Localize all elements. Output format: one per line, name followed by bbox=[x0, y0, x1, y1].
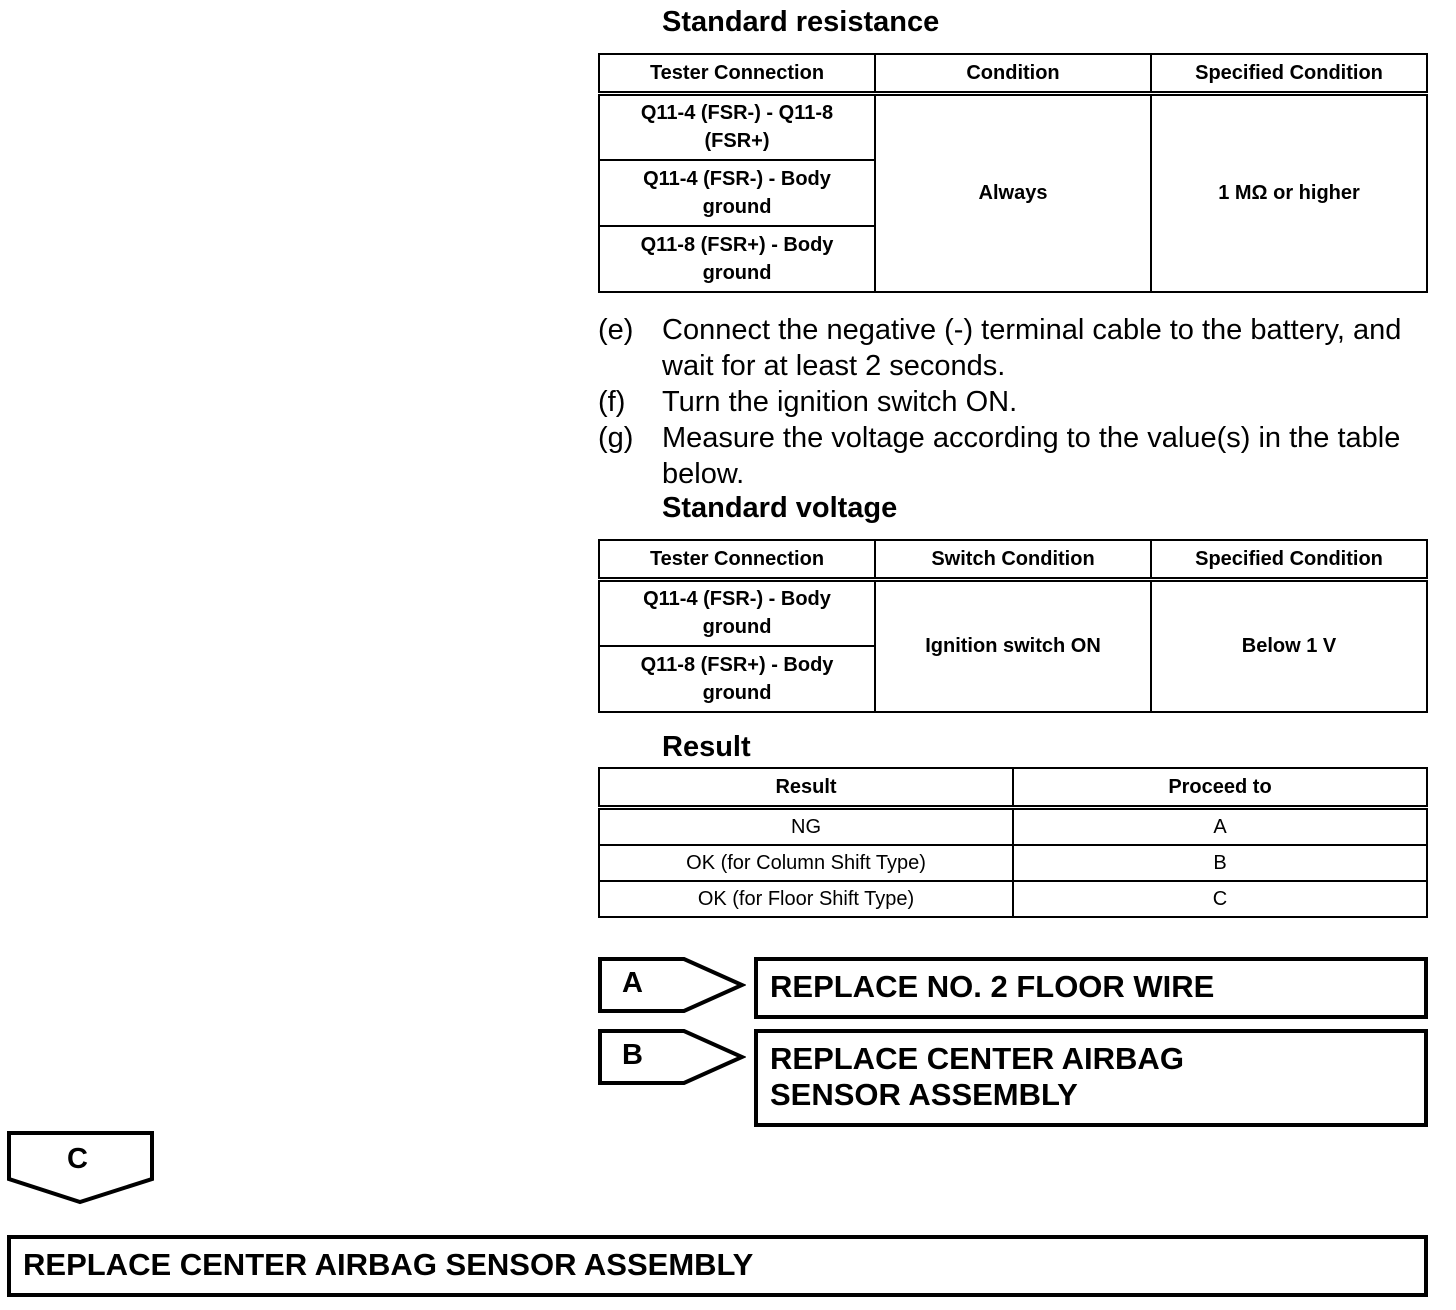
col-header-specified-condition: Specified Condition bbox=[1151, 54, 1427, 94]
result-c-tag bbox=[7, 1131, 154, 1205]
col-header-result: Result bbox=[599, 768, 1013, 808]
specified-condition-cell: 1 MΩ or higher bbox=[1151, 94, 1427, 292]
result-a-tag-label: A bbox=[622, 967, 643, 999]
tester-connection-cell: Q11-8 (FSR+) - Body ground bbox=[599, 646, 875, 712]
tester-connection-cell: Q11-4 (FSR-) - Body ground bbox=[599, 580, 875, 646]
step-text: Connect the negative (-) terminal cable to the battery, and wait for at least 2 seconds. bbox=[662, 314, 1402, 382]
proceed-to-cell: B bbox=[1013, 845, 1427, 881]
condition-cell: Always bbox=[875, 94, 1151, 292]
right-arrow-icon bbox=[598, 1029, 746, 1085]
step-label: (g) bbox=[598, 422, 634, 454]
standard-voltage-heading: Standard voltage bbox=[662, 492, 898, 524]
switch-condition-cell: Ignition switch ON bbox=[875, 580, 1151, 712]
result-b-tag bbox=[598, 1029, 746, 1085]
standard-voltage-table bbox=[598, 539, 1428, 713]
col-header-condition: Condition bbox=[875, 54, 1151, 94]
step-g bbox=[598, 420, 1401, 492]
step-text: Turn the ignition switch ON. bbox=[662, 386, 1018, 418]
step-label: (f) bbox=[598, 386, 626, 418]
replace-sensor-box-c bbox=[7, 1235, 1428, 1297]
table-row bbox=[599, 808, 1427, 846]
result-cell: NG bbox=[599, 808, 1013, 846]
result-a-tag bbox=[598, 957, 746, 1013]
standard-resistance-table bbox=[598, 53, 1428, 293]
specified-condition-cell: Below 1 V bbox=[1151, 580, 1427, 712]
replace-sensor-text-c: REPLACE CENTER AIRBAG SENSOR ASSEMBLY bbox=[23, 1247, 754, 1282]
replace-sensor-text-b: REPLACE CENTER AIRBAG SENSOR ASSEMBLY bbox=[770, 1041, 1184, 1112]
col-header-proceed-to: Proceed to bbox=[1013, 768, 1427, 808]
table-row bbox=[599, 845, 1427, 881]
result-c-tag-label: C bbox=[67, 1143, 88, 1175]
col-header-tester-connection: Tester Connection bbox=[599, 54, 875, 94]
table-row bbox=[599, 881, 1427, 917]
tester-connection-cell: Q11-4 (FSR-) - Q11-8 (FSR+) bbox=[599, 94, 875, 160]
result-b-tag-label: B bbox=[622, 1039, 643, 1071]
replace-sensor-box-b bbox=[754, 1029, 1428, 1127]
col-header-tester-connection: Tester Connection bbox=[599, 540, 875, 580]
right-arrow-icon bbox=[598, 957, 746, 1013]
result-cell: OK (for Column Shift Type) bbox=[599, 845, 1013, 881]
col-header-specified-condition: Specified Condition bbox=[1151, 540, 1427, 580]
col-header-switch-condition: Switch Condition bbox=[875, 540, 1151, 580]
proceed-to-cell: A bbox=[1013, 808, 1427, 846]
step-f bbox=[598, 384, 1398, 420]
result-cell: OK (for Floor Shift Type) bbox=[599, 881, 1013, 917]
replace-floor-wire-text: REPLACE NO. 2 FLOOR WIRE bbox=[770, 969, 1215, 1004]
standard-resistance-heading: Standard resistance bbox=[662, 6, 940, 38]
result-heading: Result bbox=[662, 731, 751, 763]
step-e bbox=[598, 312, 1402, 384]
tester-connection-cell: Q11-4 (FSR-) - Body ground bbox=[599, 160, 875, 226]
step-label: (e) bbox=[598, 314, 634, 346]
tester-connection-cell: Q11-8 (FSR+) - Body ground bbox=[599, 226, 875, 292]
step-text: Measure the voltage according to the value(s) in the table below. bbox=[662, 422, 1401, 490]
result-table bbox=[598, 767, 1428, 918]
proceed-to-cell: C bbox=[1013, 881, 1427, 917]
replace-floor-wire-box bbox=[754, 957, 1428, 1019]
